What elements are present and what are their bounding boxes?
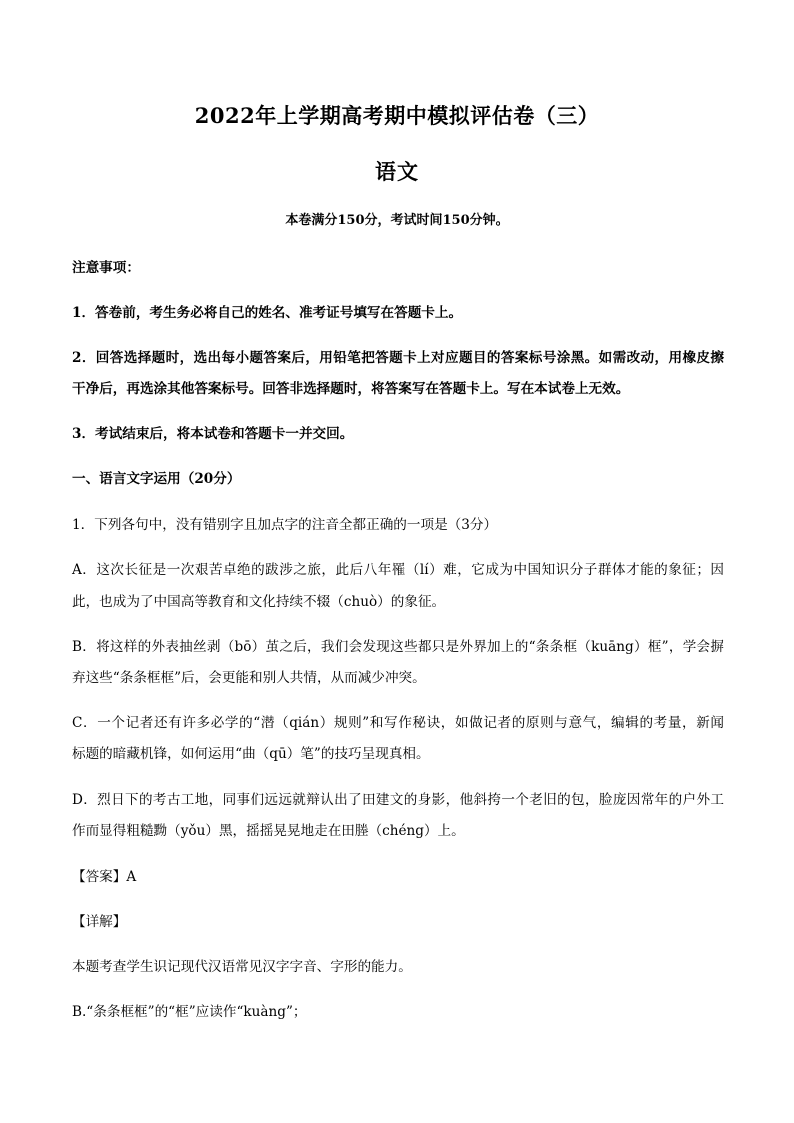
question-stem: 1．下列各句中，没有错别字且加点字的注音全都正确的一项是（3分） (72, 517, 498, 533)
detail-text: 本题考查学生识记现代汉语常见汉字字音、字形的能力。 (72, 959, 412, 975)
section-heading: 一、语言文字运用（20分） (72, 471, 241, 487)
exam-title: 2022年上学期高考期中模拟评估卷（三） (194, 103, 600, 128)
option-a-line-1: A．这次长征是一次艰苦卓绝的跋涉之旅，此后八年罹（lí）难，它成为中国知识分子群体才能的象征；因 (72, 562, 724, 578)
exam-note: 本卷满分150分，考试时间150分钟。 (285, 213, 509, 228)
instruction-item-1: 1．答卷前，考生务必将自己的姓名、准考证号填写在答题卡上。 (72, 305, 463, 321)
option-c-line-2: 标题的暗藏机锋，如何运用“曲（qū）笔”的技巧呈现真相。 (72, 746, 430, 762)
option-a-line-2: 此，也成为了中国高等教育和文化持续不辍（chuò）的象征。 (72, 594, 446, 610)
option-b-line-1: B．将这样的外表抽丝剥（bō）茧之后，我们会发现这些都只是外界加上的“条条框（kuāng）框”，学会摒 (72, 639, 724, 655)
detail-option-b: B.“条条框框”的“框”应读作“kuàng”； (72, 1004, 307, 1020)
instruction-item-2-line-2: 干净后，再选涂其他答案标号。回答非选择题时，将答案写在答题卡上。写在本试卷上无效。 (72, 381, 630, 397)
answer-label: 【答案】A (72, 869, 137, 885)
option-c-line-1: C．一个记者还有许多必学的“潜（qián）规则”和写作秘诀，如做记者的原则与意气，编辑的考量，新闻 (72, 715, 724, 731)
option-d-line-2: 作而显得粗糙黝（yǒu）黑，摇摇晃晃地走在田塍（chéng）上。 (72, 823, 465, 839)
instruction-item-2-line-1: 2．回答选择题时，选出每小题答案后，用铅笔把答题卡上对应题目的答案标号涂黑。如需改动，用橡皮擦 (72, 350, 724, 366)
subject-title: 语文 (375, 159, 419, 184)
detail-heading: 【详解】 (72, 914, 127, 930)
instruction-item-3: 3．考试结束后，将本试卷和答题卡一并交回。 (72, 426, 354, 442)
option-d-line-1: D．烈日下的考古工地，同事们远远就辩认出了田建文的身影，他斜挎一个老旧的包，脸庞因常年的户外工 (72, 792, 724, 808)
option-b-line-2: 弃这些“条条框框”后，会更能和别人共情，从而减少冲突。 (72, 670, 426, 686)
instructions-heading: 注意事项： (72, 260, 140, 276)
